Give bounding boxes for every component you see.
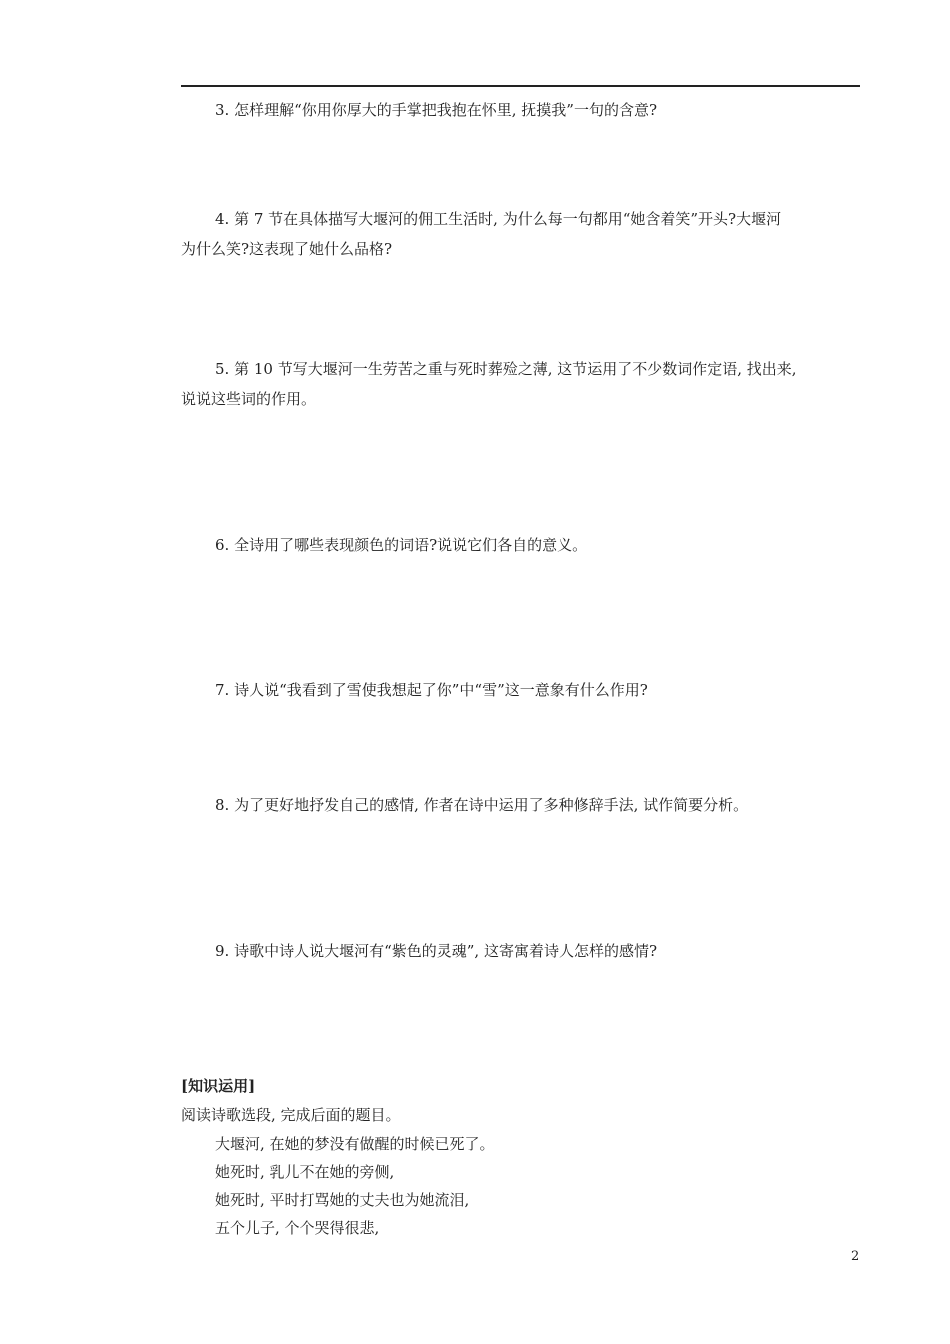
question-7-text: 7. 诗人说“我看到了雪使我想起了你”中“雪”这一意象有什么作用?	[215, 681, 648, 699]
question-4-line-2: 为什么笑?这表现了她什么品格?	[181, 240, 393, 258]
poem-line-2: 她死时, 乳儿不在她的旁侧,	[215, 1163, 395, 1181]
question-3	[181, 95, 861, 125]
question-6	[181, 530, 861, 560]
question-5	[181, 354, 861, 414]
question-4	[181, 204, 861, 264]
page-number: 2	[851, 1249, 860, 1264]
question-7	[181, 675, 861, 705]
question-5-line-1: 5. 第 10 节写大堰河一生劳苦之重与死时葬殓之薄, 这节运用了不少数词作定语, 找出来,	[215, 360, 797, 378]
question-8-text: 8. 为了更好地抒发自己的感情, 作者在诗中运用了多种修辞手法, 试作简要分析。	[215, 796, 749, 814]
question-5-line-2: 说说这些词的作用。	[181, 390, 317, 408]
question-9	[181, 936, 861, 966]
section-heading: [知识运用]	[181, 1077, 256, 1095]
header-rule	[181, 85, 860, 87]
poem-line-4: 五个儿子, 个个哭得很悲,	[215, 1219, 380, 1237]
question-8	[181, 790, 861, 820]
poem-line-1: 大堰河, 在她的梦没有做醒的时候已死了。	[215, 1135, 495, 1153]
poem-line-3: 她死时, 平时打骂她的丈夫也为她流泪,	[215, 1191, 470, 1209]
question-6-text: 6. 全诗用了哪些表现颜色的词语?说说它们各自的意义。	[215, 536, 588, 554]
question-9-text: 9. 诗歌中诗人说大堰河有“紫色的灵魂”, 这寄寓着诗人怎样的感情?	[215, 942, 657, 960]
question-3-text: 3. 怎样理解“你用你厚大的手掌把我抱在怀里, 抚摸我”一句的含意?	[215, 101, 657, 119]
section-instruction: 阅读诗歌选段, 完成后面的题目。	[181, 1106, 401, 1124]
question-4-line-1: 4. 第 7 节在具体描写大堰河的佣工生活时, 为什么每一句都用“她含着笑”开头?大堰河	[215, 210, 782, 228]
